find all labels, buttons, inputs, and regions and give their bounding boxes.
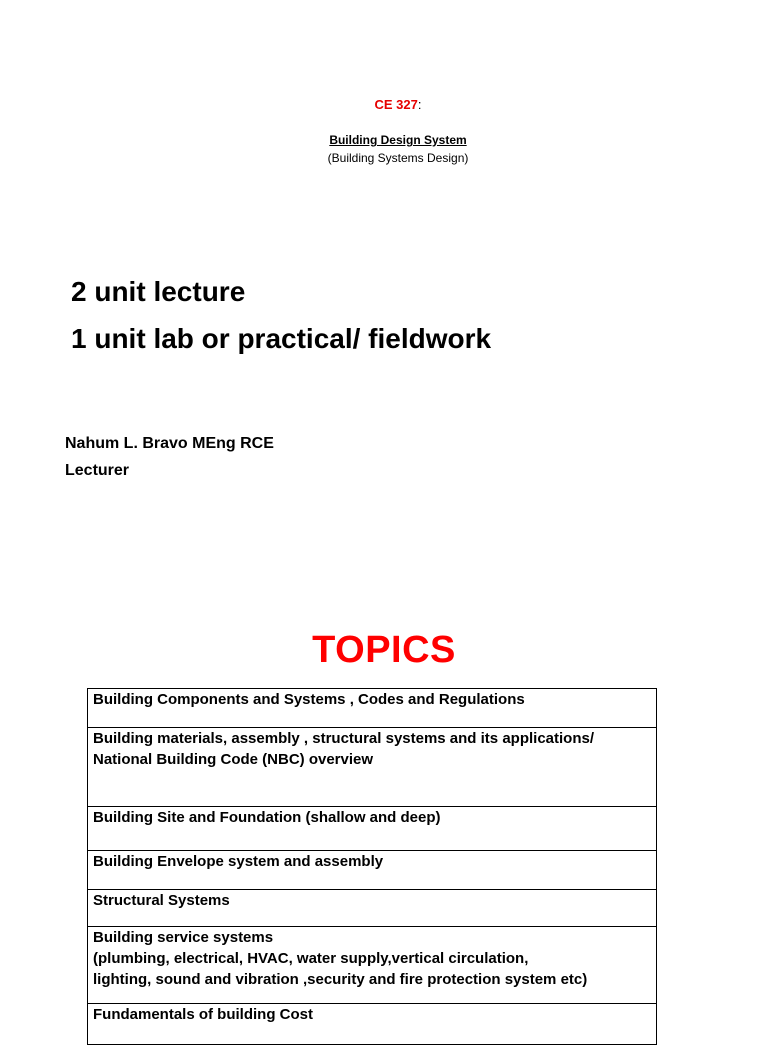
- table-row: [88, 689, 657, 728]
- topic-cell: Structural Systems: [88, 890, 657, 927]
- topic-cell: Building Envelope system and assembly: [88, 851, 657, 890]
- topic-cell: Building materials, assembly , structural systems and its applications/ National Building Code (NBC) overview: [88, 728, 657, 807]
- unit-summary: [71, 268, 491, 362]
- table-row: [88, 851, 657, 890]
- course-code-suffix: :: [417, 97, 422, 112]
- course-title: Building Design System: [329, 133, 467, 147]
- topic-cell: Fundamentals of building Cost: [88, 1004, 657, 1045]
- course-header: [0, 96, 768, 167]
- topics-table: [87, 688, 657, 1045]
- instructor-role: Lecturer: [65, 462, 130, 479]
- table-row: [88, 890, 657, 927]
- table-row: [88, 728, 657, 807]
- instructor-name: Nahum L. Bravo MEng RCE: [65, 435, 274, 452]
- table-row: [88, 1004, 657, 1045]
- instructor-block: [65, 430, 274, 484]
- table-row: [88, 807, 657, 851]
- course-code-line: [0, 96, 768, 113]
- topic-cell: Building Site and Foundation (shallow and deep): [88, 807, 657, 851]
- topic-cell: Building service systems (plumbing, electrical, HVAC, water supply,vertical circulation, lighting, sound and vibration ,security and fire protection system etc): [88, 927, 657, 1004]
- course-subtitle: (Building Systems Design): [327, 151, 469, 165]
- topic-cell: Building Components and Systems , Codes and Regulations: [88, 689, 657, 728]
- course-code: CE 327: [374, 97, 418, 112]
- table-row: [88, 927, 657, 1004]
- topics-heading: TOPICS: [312, 629, 456, 671]
- lab-units: 1 unit lab or practical/ fieldwork: [71, 323, 492, 354]
- lecture-units: 2 unit lecture: [71, 276, 246, 307]
